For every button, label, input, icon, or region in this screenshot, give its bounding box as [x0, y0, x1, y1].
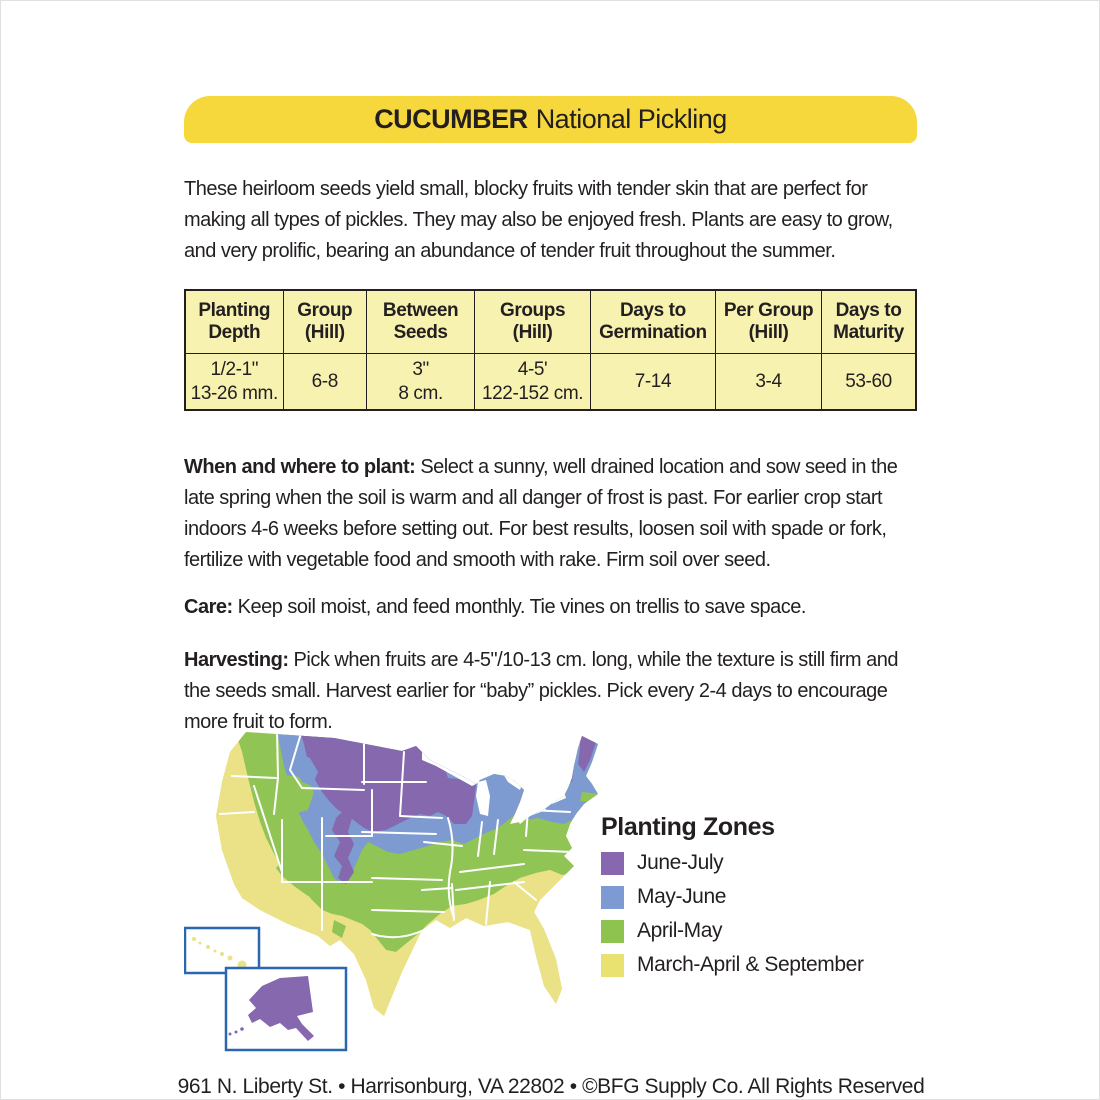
legend-item	[601, 851, 864, 875]
description-paragraph: These heirloom seeds yield small, blocky fruits with tender skin that are perfect for making all types of pickles. They may also be enjoyed fresh. Plants are easy to grow, and very prolific, bearing an abundance of tender fruit throughout the summer.	[184, 178, 893, 262]
legend-item	[601, 953, 864, 977]
variety-name-sub: National Pickling	[535, 104, 727, 134]
table-header-cell: Days to Maturity	[822, 290, 916, 354]
legend-label: May-June	[637, 885, 727, 908]
table-value-row	[185, 354, 916, 411]
when-where-section	[184, 452, 924, 576]
table-header-cell: Groups (Hill)	[475, 290, 591, 354]
legend-label: March-April & September	[637, 953, 864, 976]
table-header-cell: Per Group (Hill)	[715, 290, 821, 354]
table-header-cell: Planting Depth	[185, 290, 283, 354]
legend-item	[601, 885, 864, 909]
legend-label: June-July	[637, 851, 724, 874]
variety-name-bold: CUCUMBER	[374, 104, 528, 134]
hawaii-inset	[185, 928, 259, 973]
legend-label: April-May	[637, 919, 723, 942]
section-text: Keep soil moist, and feed monthly. Tie vines on trellis to save space.	[237, 596, 806, 618]
table-value-cell: 1/2-1" 13-26 mm.	[185, 354, 283, 411]
section-text: Select a sunny, well drained location and sow seed in the late spring when the soil is warm and all danger of frost is past. For earlier crop start indoors 4-6 weeks before setting out. For best results, loosen soil with spade or fork, fertilize with vegetable food and smooth with rake. Firm soil over seed.	[184, 456, 898, 571]
alaska-inset	[226, 968, 346, 1050]
legend-item	[601, 919, 864, 943]
care-section	[184, 592, 924, 623]
legend-swatch-march-april-september	[601, 954, 624, 977]
legend-swatch-june-july	[601, 852, 624, 875]
legend-swatch-april-may	[601, 920, 624, 943]
table-header-row	[185, 290, 916, 354]
table-header-cell: Days to Germination	[590, 290, 715, 354]
address-copyright-line: 961 N. Liberty St. • Harrisonburg, VA 22802 • ©BFG Supply Co. All Rights Reserved	[177, 1075, 925, 1098]
table-value-cell: 3-4	[715, 354, 821, 411]
legend-title: Planting Zones	[601, 813, 775, 841]
table-header-cell: Between Seeds	[366, 290, 474, 354]
legend-swatch-may-june	[601, 886, 624, 909]
section-label: Care:	[184, 596, 233, 618]
planting-zones-legend	[601, 813, 864, 977]
section-label: Harvesting:	[184, 649, 289, 671]
section-label: When and where to plant:	[184, 456, 416, 478]
table-value-cell: 4-5' 122-152 cm.	[475, 354, 591, 411]
planting-info-table	[184, 289, 917, 411]
table-value-cell: 7-14	[590, 354, 715, 411]
section-text: Pick when fruits are 4-5"/10-13 cm. long, while the texture is still firm and the seeds small. Harvest earlier for “baby” pickles. Pick every 2-4 days to encourage more fruit to form.	[184, 649, 898, 733]
title-banner	[184, 96, 917, 143]
table-value-cell: 6-8	[283, 354, 366, 411]
table-value-cell: 3" 8 cm.	[366, 354, 474, 411]
table-value-cell: 53-60	[822, 354, 916, 411]
us-planting-zones-map	[184, 724, 604, 1056]
table-header-cell: Group (Hill)	[283, 290, 366, 354]
